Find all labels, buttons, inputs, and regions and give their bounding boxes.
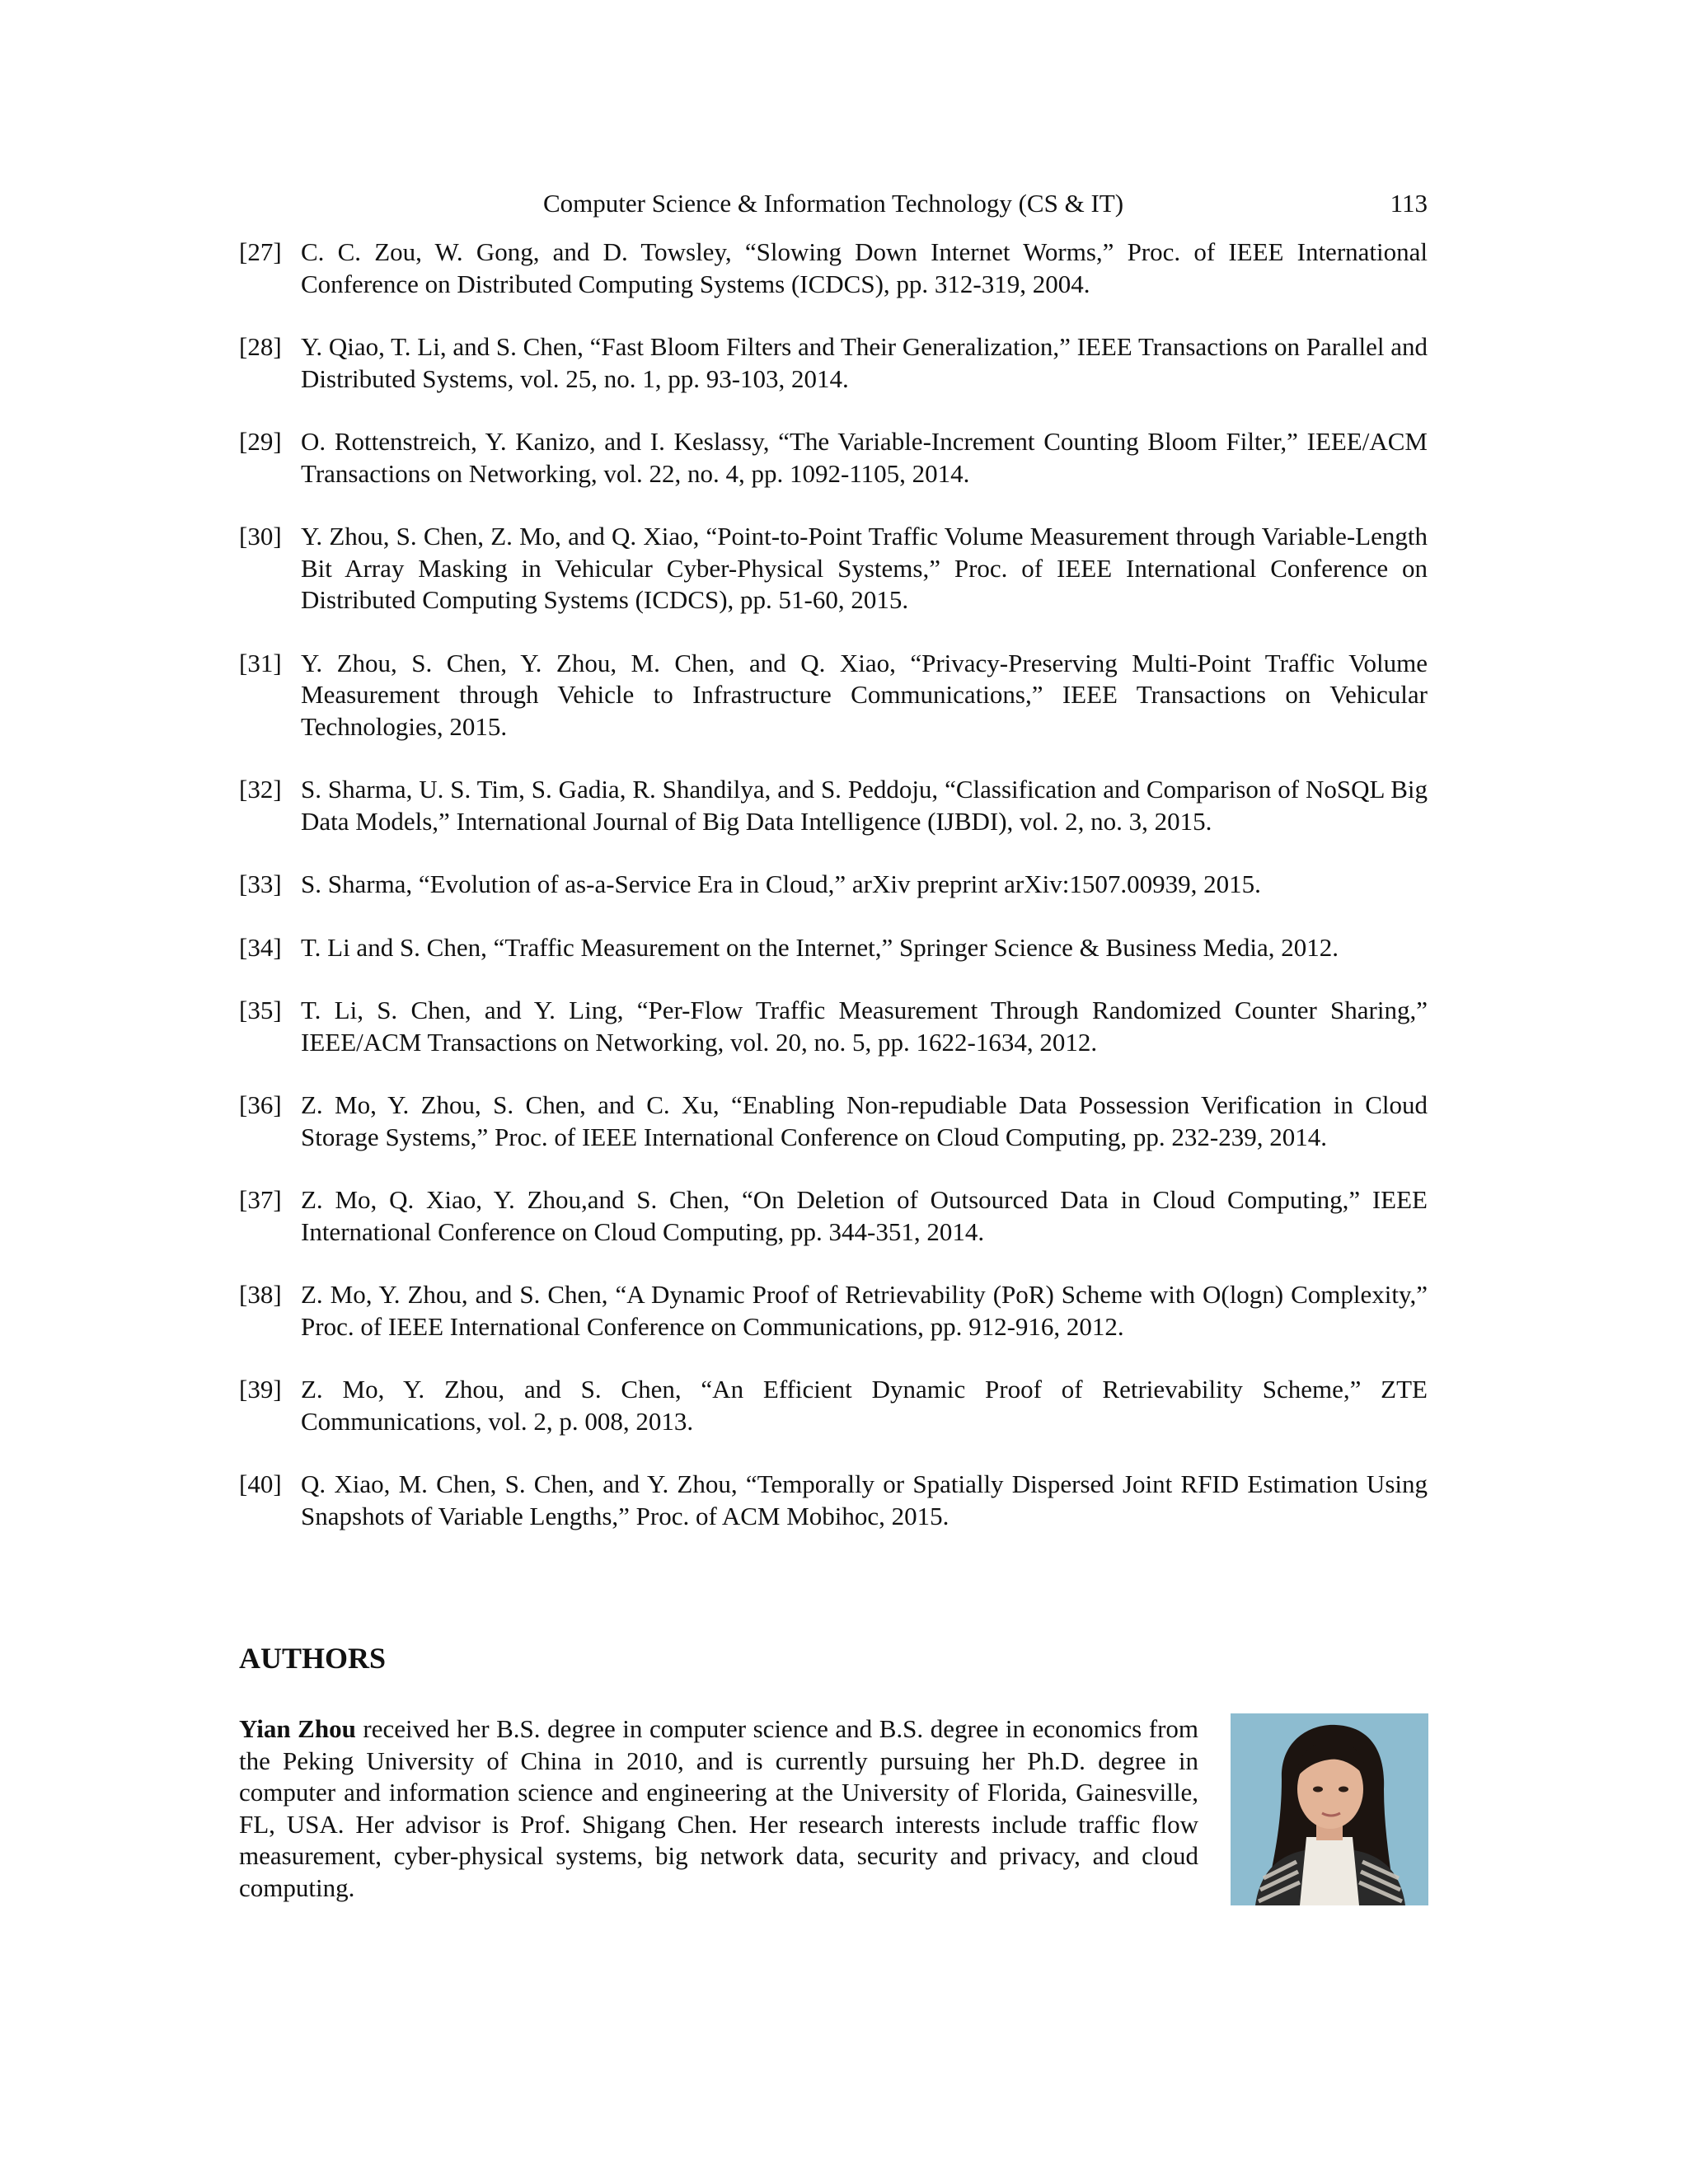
reference-text: Y. Qiao, T. Li, and S. Chen, “Fast Bloom Filters and Their Generalization,” IEEE Transactions on Parallel and Distributed Systems, vol. 25, no. 1, pp. 93-103, 2014. <box>301 332 1428 393</box>
reference-number: [38] <box>239 1280 282 1309</box>
reference-number: [36] <box>239 1090 282 1119</box>
reference-text: C. C. Zou, W. Gong, and D. Towsley, “Slowing Down Internet Worms,” Proc. of IEEE International Conference on Distributed Computing Systems (ICDCS), pp. 312-319, 2004. <box>301 237 1428 298</box>
reference-text: Y. Zhou, S. Chen, Y. Zhou, M. Chen, and Q. Xiao, “Privacy-Preserving Multi-Point Traffic Volume Measurement through Vehicle to Infrastructure Communications,” IEEE Transactions on Vehicular Technologies, 2015. <box>301 648 1428 741</box>
reference-item <box>239 1469 1428 1532</box>
reference-text: Q. Xiao, M. Chen, S. Chen, and Y. Zhou, “Temporally or Spatially Dispersed Joint RFID Estimation Using Snapshots of Variable Lengths,” Proc. of ACM Mobihoc, 2015. <box>301 1469 1428 1530</box>
reference-number: [35] <box>239 996 282 1024</box>
author-bio <box>239 1713 1198 1904</box>
reference-item <box>239 995 1428 1058</box>
reference-number: [33] <box>239 869 282 898</box>
reference-number: [28] <box>239 332 282 361</box>
page-number: 113 <box>1390 189 1428 218</box>
reference-number: [40] <box>239 1469 282 1498</box>
reference-item <box>239 521 1428 616</box>
authors-heading: AUTHORS <box>239 1642 387 1675</box>
reference-item <box>239 648 1428 743</box>
reference-item <box>239 1279 1428 1343</box>
reference-number: [30] <box>239 522 282 551</box>
reference-item <box>239 426 1428 490</box>
author-photo <box>1231 1713 1428 1905</box>
reference-number: [32] <box>239 775 282 804</box>
reference-number: [31] <box>239 648 282 677</box>
journal-title: Computer Science & Information Technology (CS & IT) <box>542 189 1124 218</box>
reference-number: [27] <box>239 237 282 266</box>
reference-text: Z. Mo, Q. Xiao, Y. Zhou,and S. Chen, “On Deletion of Outsourced Data in Cloud Computing,” IEEE International Conference on Cloud Computing, pp. 344-351, 2014. <box>301 1185 1428 1246</box>
reference-text: S. Sharma, “Evolution of as-a-Service Era in Cloud,” arXiv preprint arXiv:1507.00939, 2015. <box>301 869 1261 898</box>
reference-item <box>239 932 1428 964</box>
reference-list <box>239 237 1428 1563</box>
reference-item <box>239 774 1428 837</box>
reference-number: [34] <box>239 932 282 962</box>
reference-text: Z. Mo, Y. Zhou, and S. Chen, “An Efficient Dynamic Proof of Retrievability Scheme,” ZTE Communications, vol. 2, p. 008, 2013. <box>301 1375 1428 1436</box>
reference-item <box>239 1184 1428 1248</box>
reference-number: [29] <box>239 427 282 456</box>
reference-item <box>239 237 1428 300</box>
reference-item <box>239 331 1428 395</box>
reference-text: T. Li, S. Chen, and Y. Ling, “Per-Flow Traffic Measurement Through Randomized Counter Sharing,” IEEE/ACM Transactions on Networking, vol. 20, no. 5, pp. 1622-1634, 2012. <box>301 996 1428 1057</box>
reference-number: [39] <box>239 1375 282 1404</box>
reference-text: O. Rottenstreich, Y. Kanizo, and I. Keslassy, “The Variable-Increment Counting Bloom Filter,” IEEE/ACM Transactions on Networking, vol. 22, no. 4, pp. 1092-1105, 2014. <box>301 427 1428 488</box>
reference-text: Y. Zhou, S. Chen, Z. Mo, and Q. Xiao, “Point-to-Point Traffic Volume Measurement through Variable-Length Bit Array Masking in Vehicular Cyber-Physical Systems,” Proc. of IEEE International Conference on Distributed Computing Systems (ICDCS), pp. 51-60, 2015. <box>301 522 1428 614</box>
reference-text: T. Li and S. Chen, “Traffic Measurement on the Internet,” Springer Science & Business Media, 2012. <box>301 932 1339 962</box>
reference-text: S. Sharma, U. S. Tim, S. Gadia, R. Shandilya, and S. Peddoju, “Classification and Comparison of NoSQL Big Data Models,” International Journal of Big Data Intelligence (IJBDI), vol. 2, no. 3, 2015. <box>301 775 1428 836</box>
reference-number: [37] <box>239 1185 282 1214</box>
reference-item <box>239 1374 1428 1437</box>
reference-item <box>239 1090 1428 1153</box>
author-bio-text: received her B.S. degree in computer science and B.S. degree in economics from the Peking University of China in 2010, and is currently pursuing her Ph.D. degree in computer and information science and engineering at the University of Florida, Gainesville, FL, USA. Her advisor is Prof. Shigang Chen. Her research interests include traffic flow measurement, cyber-physical systems, big network data, security and privacy, and cloud computing. <box>239 1714 1199 1902</box>
running-header <box>239 185 1428 223</box>
reference-text: Z. Mo, Y. Zhou, S. Chen, and C. Xu, “Enabling Non-repudiable Data Possession Verification in Cloud Storage Systems,” Proc. of IEEE International Conference on Cloud Computing, pp. 232-239, 2014. <box>301 1090 1428 1151</box>
author-name: Yian Zhou <box>239 1714 356 1743</box>
reference-text: Z. Mo, Y. Zhou, and S. Chen, “A Dynamic Proof of Retrievability (PoR) Scheme with O(logn) Complexity,” Proc. of IEEE International Conference on Communications, pp. 912-916, 2012. <box>301 1280 1428 1341</box>
reference-item <box>239 869 1428 901</box>
